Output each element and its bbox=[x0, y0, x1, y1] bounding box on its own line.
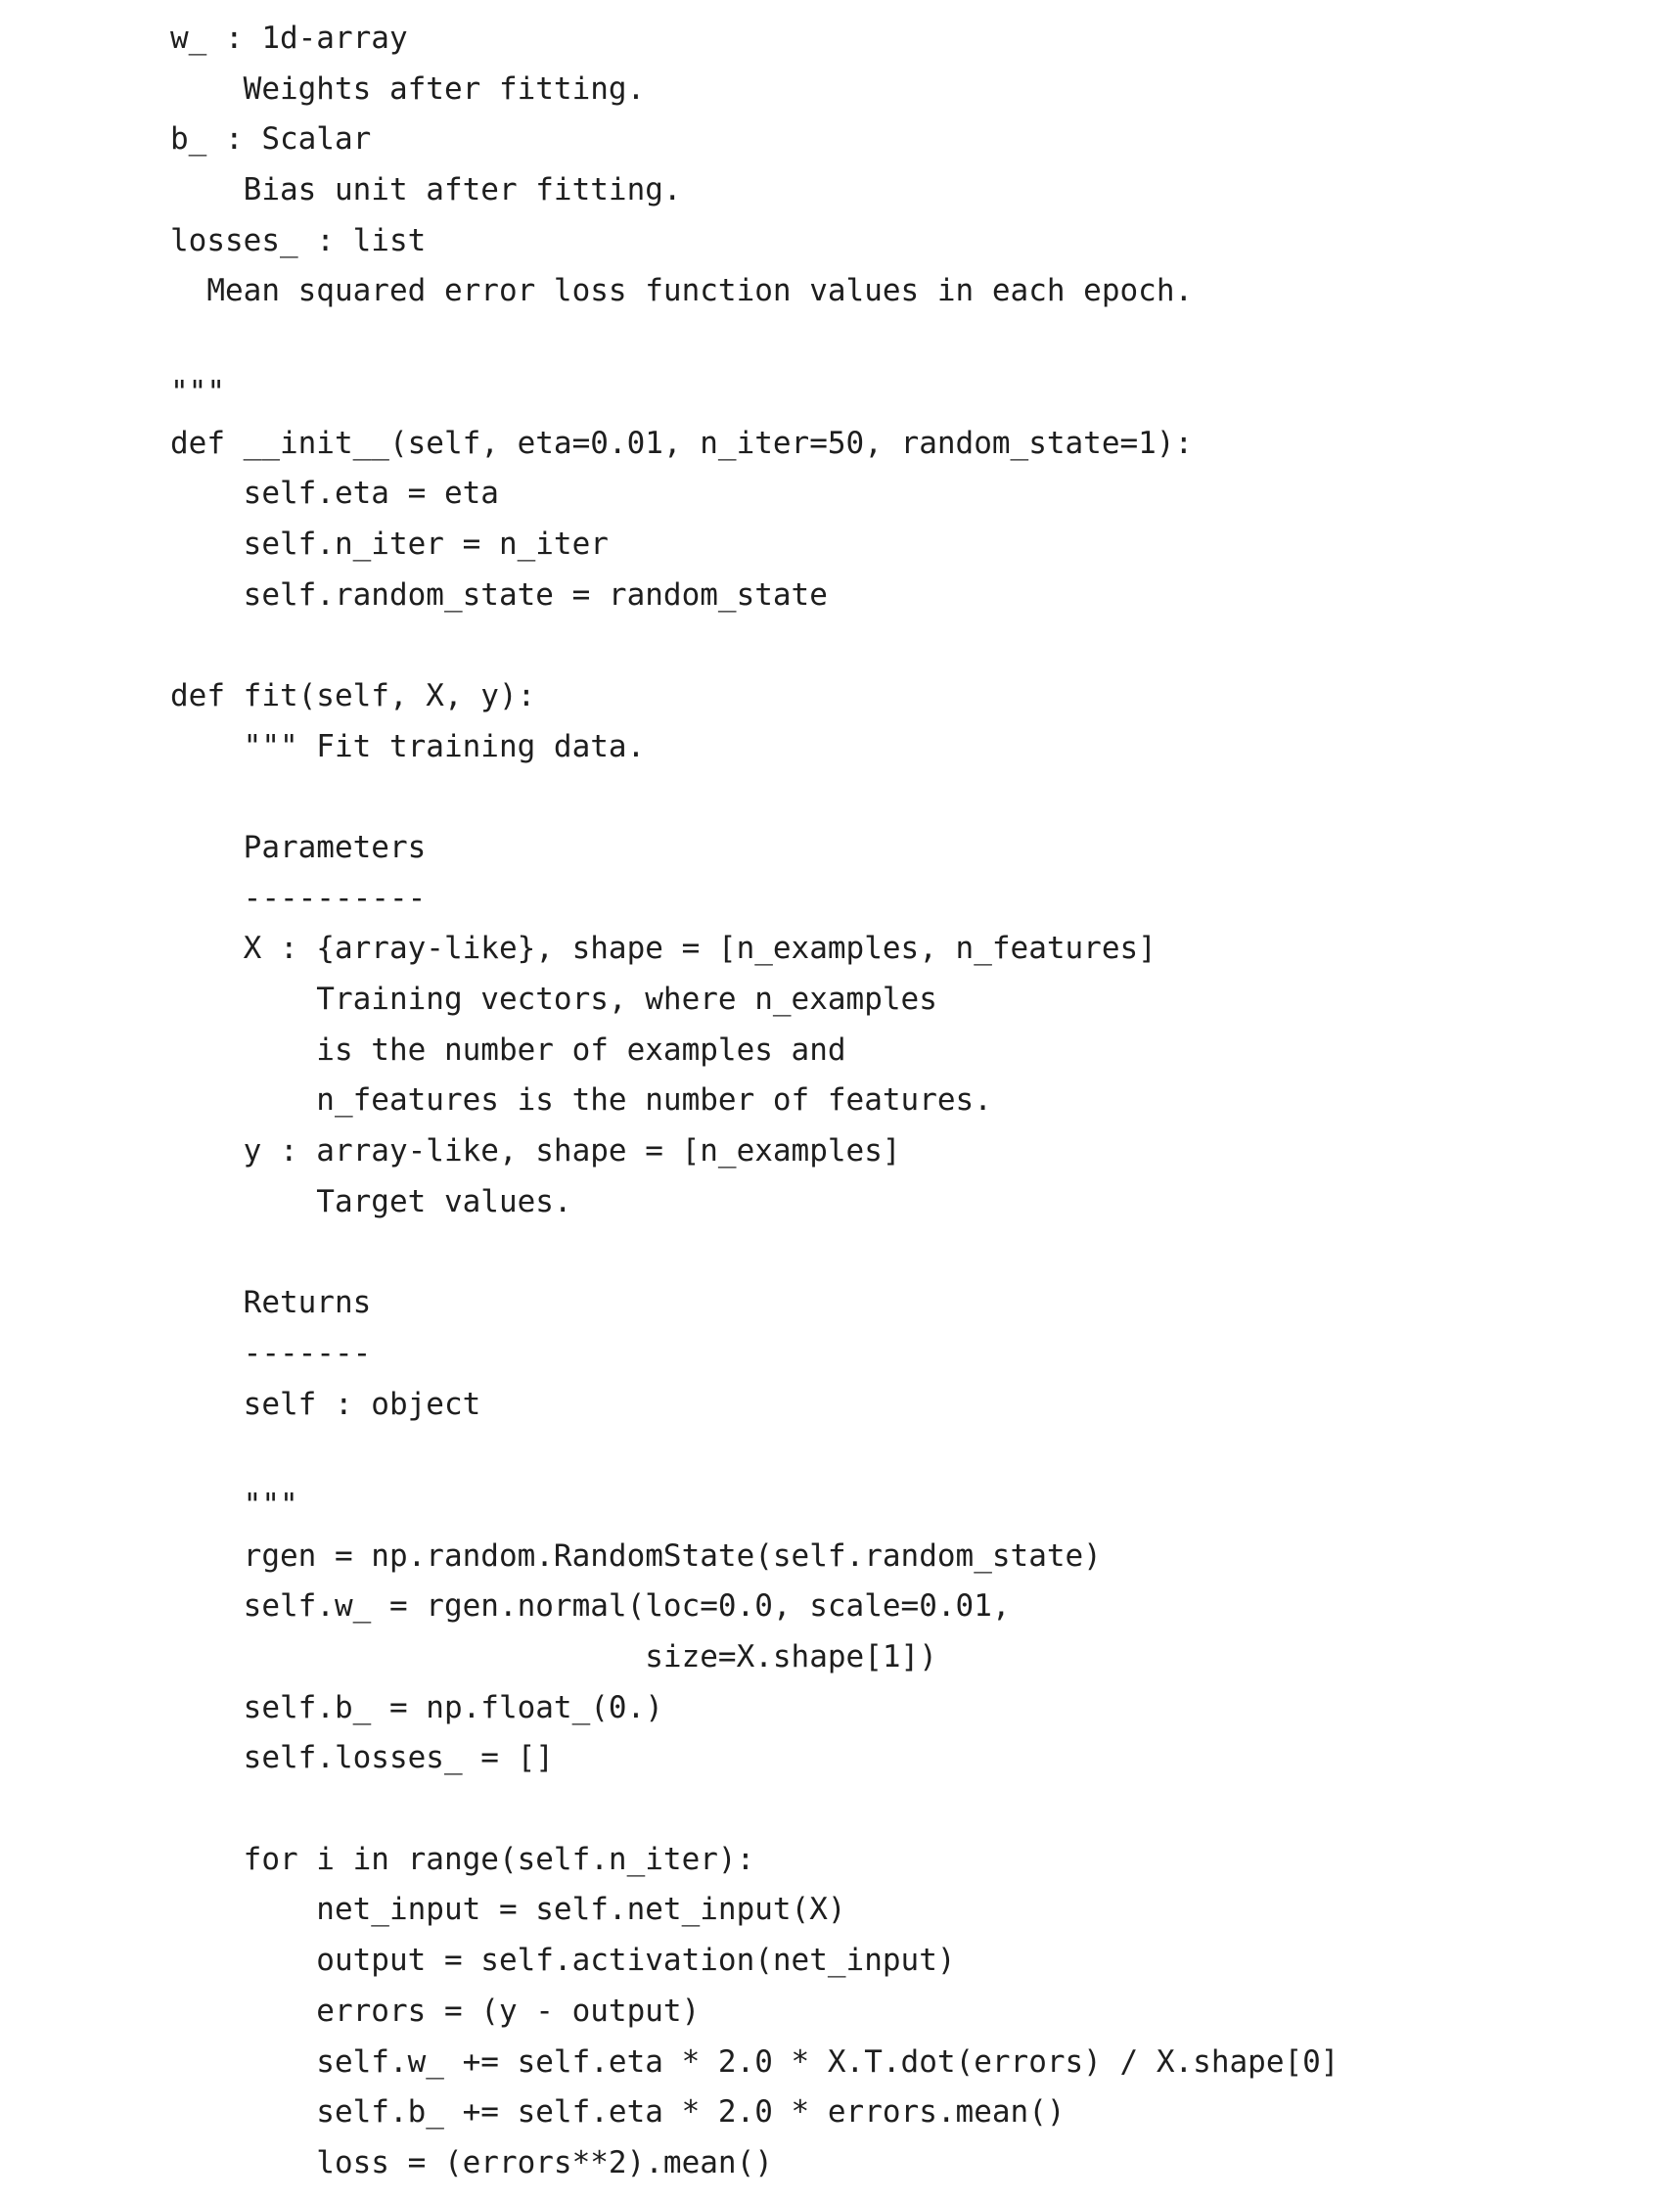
code-line: self.w_ += self.eta * 2.0 * X.T.dot(errors) / X.shape[0] bbox=[170, 2043, 1339, 2080]
code-line: losses_ : list bbox=[170, 222, 427, 258]
code-line: self.eta = eta bbox=[170, 476, 499, 512]
code-line: ---------- bbox=[170, 880, 427, 916]
code-line: """ bbox=[170, 374, 225, 410]
code-line: is the number of examples and bbox=[170, 1032, 846, 1068]
code-line: loss = (errors**2).mean() bbox=[170, 2144, 773, 2180]
code-line: self.random_state = random_state bbox=[170, 576, 828, 613]
code-line: n_features is the number of features. bbox=[170, 1082, 992, 1119]
code-line: b_ : Scalar bbox=[170, 121, 372, 158]
code-line: size=X.shape[1]) bbox=[170, 1639, 937, 1674]
code-line bbox=[170, 317, 1339, 368]
code-line bbox=[170, 1228, 1339, 1279]
code-line: self.losses_ = [] bbox=[170, 1740, 554, 1776]
code-line: Mean squared error loss function values in each epoch. bbox=[170, 273, 1194, 309]
code-line: for i in range(self.n_iter): bbox=[170, 1841, 755, 1877]
code-line: self.b_ += self.eta * 2.0 * errors.mean() bbox=[170, 2094, 1066, 2131]
code-line: Training vectors, where n_examples bbox=[170, 982, 937, 1018]
code-line: errors = (y - output) bbox=[170, 1993, 701, 2029]
code-line bbox=[170, 1784, 1339, 1835]
code-line: self : object bbox=[170, 1386, 481, 1422]
code-listing bbox=[170, 14, 1339, 2189]
code-line: def __init__(self, eta=0.01, n_iter=50, random_state=1): bbox=[170, 425, 1194, 461]
code-line: w_ : 1d-array bbox=[170, 21, 408, 56]
code-line: net_input = self.net_input(X) bbox=[170, 1892, 846, 1928]
code-line: Target values. bbox=[170, 1183, 572, 1219]
code-line bbox=[170, 620, 1339, 671]
code-line: ------- bbox=[170, 1335, 372, 1371]
code-line: Bias unit after fitting. bbox=[170, 172, 682, 208]
code-line bbox=[170, 1430, 1339, 1481]
code-line: """ bbox=[170, 1487, 298, 1523]
code-line: self.n_iter = n_iter bbox=[170, 526, 609, 562]
code-line: rgen = np.random.RandomState(self.random_state) bbox=[170, 1537, 1102, 1574]
code-line: X : {array-like}, shape = [n_examples, n_features] bbox=[170, 931, 1157, 967]
code-line: Parameters bbox=[170, 830, 427, 865]
code-line: y : array-like, shape = [n_examples] bbox=[170, 1133, 901, 1169]
code-line: Returns bbox=[170, 1285, 372, 1321]
code-line: output = self.activation(net_input) bbox=[170, 1943, 956, 1979]
code-line bbox=[170, 772, 1339, 823]
code-line: self.w_ = rgen.normal(loc=0.0, scale=0.01, bbox=[170, 1588, 1011, 1625]
code-line: """ Fit training data. bbox=[170, 728, 646, 764]
code-line: self.b_ = np.float_(0.) bbox=[170, 1689, 663, 1725]
code-line: Weights after fitting. bbox=[170, 70, 646, 107]
code-line: def fit(self, X, y): bbox=[170, 677, 536, 713]
